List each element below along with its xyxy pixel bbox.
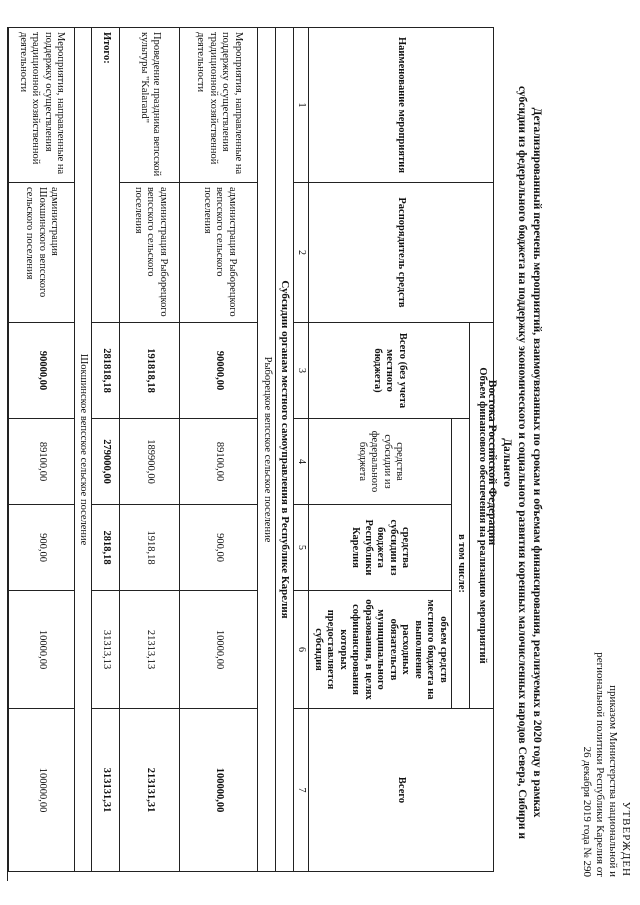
header-funding: Объем финансового обеспечения на реализацию мероприятий	[470, 323, 494, 709]
measure-total: 90000,00	[180, 323, 258, 419]
measure-name: Проведение праздника вепсской культуры "Kalarand"	[120, 28, 180, 183]
measure-total: 90000,00	[9, 323, 75, 419]
approval-line: региональной политики Республики Карелия от	[594, 652, 606, 877]
table-row-total	[92, 28, 120, 872]
header-republic: средства субсидии из бюджета Республики Карелия	[309, 505, 452, 591]
header-org: Распорядитель средств	[309, 183, 494, 323]
approval-stamp	[580, 627, 632, 877]
header-local: объем средств местного бюджета на выполнение расходных обязательств муниципального образования, в целях софинансирования которых предоставляется субсидия	[309, 591, 452, 709]
total-label: Итого:	[92, 28, 120, 323]
total-republic: 2818,18	[92, 505, 120, 591]
page-divider	[7, 27, 8, 881]
col-number: 3	[294, 323, 310, 419]
total-federal: 279000,00	[92, 419, 120, 505]
table-row	[120, 28, 180, 872]
measure-federal: 189900,00	[120, 419, 180, 505]
measure-federal: 89100,00	[180, 419, 258, 505]
col-number: 4	[294, 419, 310, 505]
table-row	[9, 28, 75, 872]
measure-grand-total: 100000,00	[180, 709, 258, 872]
col-number: 5	[294, 505, 310, 591]
total-grand: 313131,31	[92, 709, 120, 872]
measure-local: 10000,00	[9, 591, 75, 709]
col-number: 2	[294, 183, 310, 323]
header-federal: средства субсидии из федерального бюджета	[309, 419, 452, 505]
measures-table	[8, 27, 494, 872]
measure-local: 10000,00	[180, 591, 258, 709]
header-in-that: в том числе:	[452, 419, 470, 709]
measure-grand-total: 213131,31	[120, 709, 180, 872]
header-total-all: Всего	[309, 709, 494, 872]
measure-org: администрация Рыборецкого вепсского сельского поселения	[180, 183, 258, 323]
measure-org: администрация Шокшинского вепсского сельского поселения	[9, 183, 75, 323]
measure-total: 191818,18	[120, 323, 180, 419]
title-line: субсидии из федерального бюджета на поддержку экономического и социального развития коренных малочисленных народов Севера, Сибири и Дальнего	[501, 85, 528, 840]
total-sum: 281818,18	[92, 323, 120, 419]
measure-grand-total: 100000,00	[9, 709, 75, 872]
col-number: 6	[294, 591, 310, 709]
group-heading: Шокшинское вепсское сельское поселение	[75, 28, 93, 872]
group-heading: Рыборецкое вепсское сельское поселение	[258, 28, 276, 872]
measure-name: Мероприятия, направленные на поддержку осуществления традиционной хозяйственной деятельности	[9, 28, 75, 183]
title-line: Востока Российской Федерации	[486, 379, 498, 546]
measure-org: администрация Рыборецкого вепсского сельского поселения	[120, 183, 180, 323]
measure-name: Мероприятия, направленные на поддержку осуществления традиционной хозяйственной деятельности	[180, 28, 258, 183]
col-number: 7	[294, 709, 310, 872]
header-total-local: Всего (без учета местного бюджета)	[309, 323, 470, 419]
approval-line: приказом Министерства национальной и	[607, 685, 619, 877]
table-row	[180, 28, 258, 872]
measure-federal: 89100,00	[9, 419, 75, 505]
title-line: Детализированный перечень мероприятий, взаимоувязанных по срокам и объемам финансирования, реализуемых в 2020 году в рамках	[531, 107, 543, 818]
col-number: 1	[294, 28, 310, 183]
measure-republic: 900,00	[180, 505, 258, 591]
approval-date: 26 декабря 2019 года № 290	[581, 746, 593, 877]
measure-republic: 1918,18	[120, 505, 180, 591]
approval-heading: УТВЕРЖДЕН	[620, 801, 632, 877]
measure-republic: 900,00	[9, 505, 75, 591]
header-name: Наименование мероприятия	[309, 28, 494, 183]
total-local: 31313,13	[92, 591, 120, 709]
section-heading: Субсидии органам местного самоуправления в Республике Карелия	[276, 28, 294, 872]
measure-local: 21313,13	[120, 591, 180, 709]
